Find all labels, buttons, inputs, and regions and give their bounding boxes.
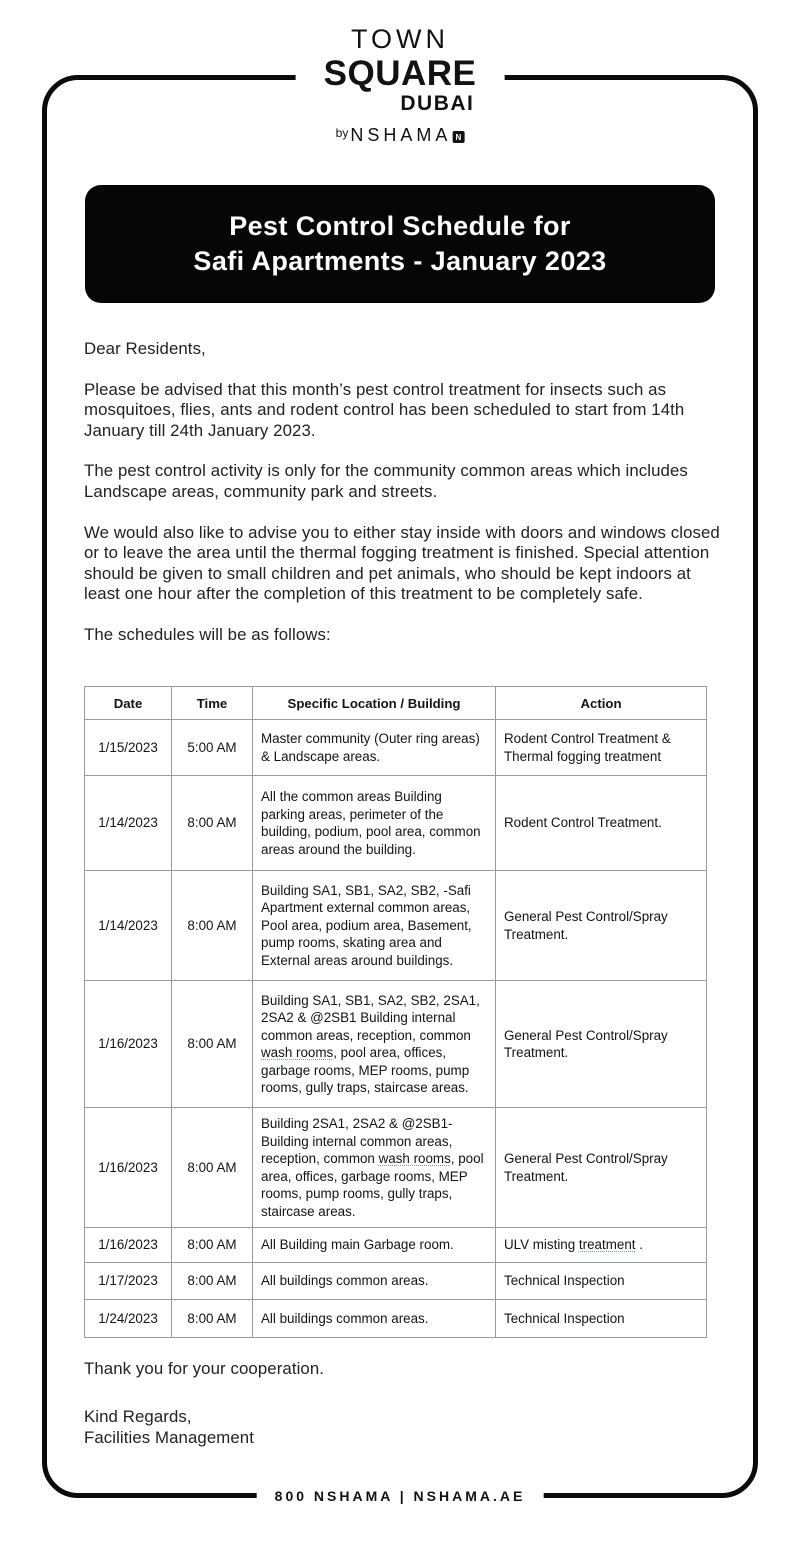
table-row	[85, 1108, 707, 1228]
paragraph-scope: The pest control activity is only for the community common areas which includes Landscape areas, community park and streets.	[84, 461, 688, 501]
table-row	[85, 981, 707, 1108]
paragraph-schedule-dates: Please be advised that this month’s pest control treatment for insects such as mosquitoes, flies, ants and rodent control has been scheduled to start from 14th January till 24th January 2023.	[84, 379, 685, 440]
time-cell: 8:00 AM	[172, 776, 253, 871]
schedule-table	[84, 686, 707, 1338]
table-header-row	[85, 687, 707, 720]
table-row	[85, 1300, 707, 1338]
time-cell: 8:00 AM	[172, 871, 253, 981]
time-cell: 5:00 AM	[172, 720, 253, 776]
header-action: Action	[496, 687, 707, 720]
notice-title-line1: Pest Control Schedule for	[229, 211, 571, 241]
notice-title-line2: Safi Apartments - January 2023	[193, 246, 607, 276]
header-date: Date	[85, 687, 172, 720]
location-cell: Building 2SA1, 2SA2 & @2SB1-Building internal common areas, reception, common wash rooms, pool area, offices, garbage rooms, MEP rooms, pump rooms, gully traps, staircase areas.	[253, 1108, 496, 1228]
table-row	[85, 776, 707, 871]
paragraph-schedule-intro: The schedules will be as follows:	[84, 624, 331, 644]
closing-signature: Facilities Management	[84, 1428, 254, 1447]
location-cell: All the common areas Building parking areas, perimeter of the building, podium, pool area, common areas around the building.	[253, 776, 496, 871]
brand-logo	[296, 26, 505, 144]
date-cell: 1/24/2023	[85, 1300, 172, 1338]
salutation: Dear Residents,	[84, 339, 206, 358]
date-cell: 1/16/2023	[85, 981, 172, 1108]
location-cell: Building SA1, SB1, SA2, SB2, 2SA1, 2SA2 & @2SB1 Building internal common areas, reception, common wash rooms, pool area, offices, garbage rooms, MEP rooms, pump rooms, gully traps, staircase areas.	[253, 981, 496, 1108]
action-cell: General Pest Control/Spray Treatment.	[496, 1108, 707, 1228]
table-row	[85, 1263, 707, 1300]
location-cell: Master community (Outer ring areas) & Landscape areas.	[253, 720, 496, 776]
byline-brand: NSHAMA	[350, 125, 452, 145]
date-cell: 1/16/2023	[85, 1228, 172, 1263]
closing-regards: Kind Regards,	[84, 1407, 192, 1426]
table-row	[85, 720, 707, 776]
action-cell: Technical Inspection	[496, 1263, 707, 1300]
logo-dubai-text: DUBAI	[400, 92, 475, 115]
nshama-mark-icon: N	[452, 131, 464, 143]
action-cell: Technical Inspection	[496, 1300, 707, 1338]
table-row	[85, 1228, 707, 1263]
location-cell: Building SA1, SB1, SA2, SB2, -Safi Apartment external common areas, Pool area, podium area, Basement, pump rooms, skating area and External areas around buildings.	[253, 871, 496, 981]
action-cell: Rodent Control Treatment & Thermal fogging treatment	[496, 720, 707, 776]
action-cell: Rodent Control Treatment.	[496, 776, 707, 871]
action-cell: General Pest Control/Spray Treatment.	[496, 871, 707, 981]
logo-town-text: TOWN	[351, 24, 449, 54]
date-cell: 1/14/2023	[85, 871, 172, 981]
notice-title-banner	[85, 185, 715, 303]
footer-contact: 800 NSHAMA | NSHAMA.AE	[257, 1488, 544, 1504]
date-cell: 1/15/2023	[85, 720, 172, 776]
location-cell: All Building main Garbage room.	[253, 1228, 496, 1263]
paragraph-advice: We would also like to advise you to either stay inside with doors and windows closed or to leave the area until the thermal fogging treatment is finished. Special attention should be given to small children and pet animals, who should be kept indoors at least one hour after the completion of this treatment to be completely safe.	[84, 522, 720, 604]
letter-body	[84, 339, 720, 646]
time-cell: 8:00 AM	[172, 1263, 253, 1300]
time-cell: 8:00 AM	[172, 1300, 253, 1338]
date-cell: 1/16/2023	[85, 1108, 172, 1228]
logo-square-text: SQUARE	[323, 54, 477, 93]
time-cell: 8:00 AM	[172, 1108, 253, 1228]
location-cell: All buildings common areas.	[253, 1300, 496, 1338]
closing-thanks: Thank you for your cooperation.	[84, 1359, 325, 1378]
letter-closing	[84, 1358, 324, 1448]
time-cell: 8:00 AM	[172, 981, 253, 1108]
logo-byline	[336, 126, 465, 144]
action-cell: General Pest Control/Spray Treatment.	[496, 981, 707, 1108]
byline-prefix: by	[335, 126, 349, 140]
location-cell: All buildings common areas.	[253, 1263, 496, 1300]
action-cell: ULV misting treatment .	[496, 1228, 707, 1263]
time-cell: 8:00 AM	[172, 1228, 253, 1263]
date-cell: 1/17/2023	[85, 1263, 172, 1300]
header-location: Specific Location / Building	[253, 687, 496, 720]
date-cell: 1/14/2023	[85, 776, 172, 871]
header-time: Time	[172, 687, 253, 720]
table-row	[85, 871, 707, 981]
